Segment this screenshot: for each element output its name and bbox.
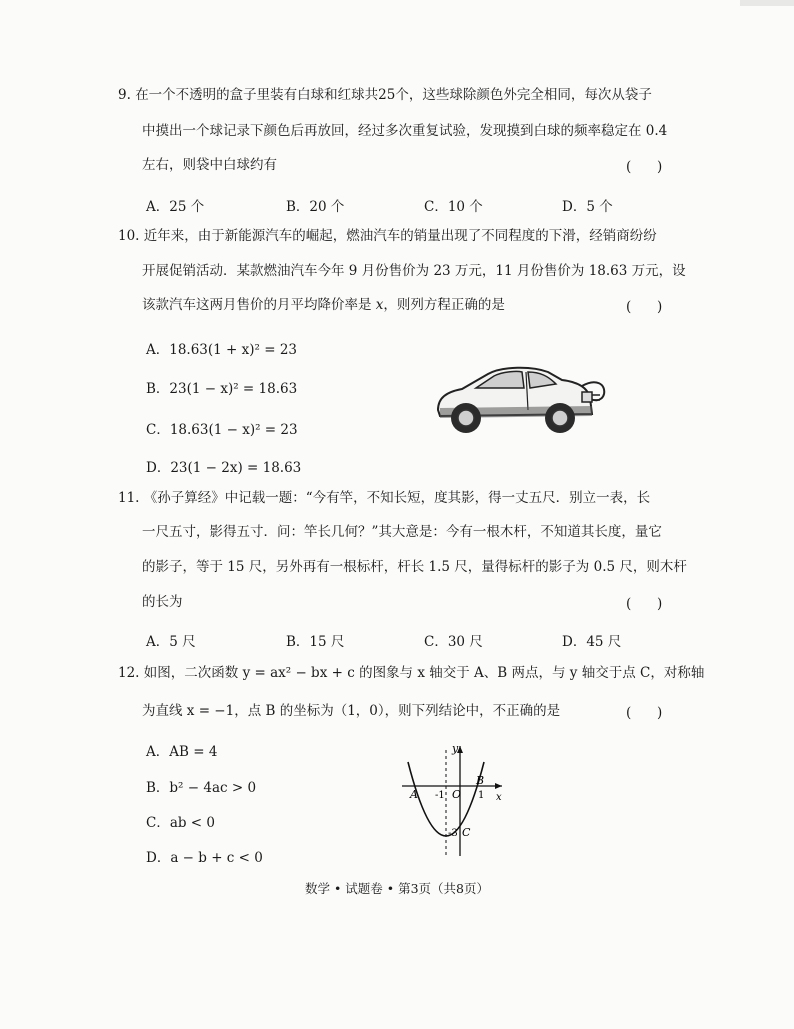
q11-option-a: A．5 尺: [146, 634, 196, 650]
q9-option-a: A．25 个: [146, 199, 205, 215]
tick-1-label: 1: [478, 790, 485, 801]
q12-answer-paren: ( ): [626, 705, 663, 721]
q11-option-d: D．45 尺: [562, 634, 622, 650]
scan-corner-mark: [740, 0, 794, 6]
car-illustration: [432, 358, 610, 440]
q11-answer-paren: ( ): [626, 596, 663, 612]
point-c-label: C: [462, 826, 471, 839]
y-axis-label: y: [452, 742, 459, 755]
q10-option-d: D．23(1 − 2x) = 18.63: [146, 460, 302, 476]
q9-answer-paren: ( ): [626, 159, 663, 175]
q10-option-c: C．18.63(1 − x)² = 23: [146, 422, 298, 438]
q9-option-d: D．5 个: [562, 199, 613, 215]
q9-option-b: B．20 个: [286, 199, 345, 215]
q11-line-4: 的长为: [142, 594, 183, 610]
q11-option-b: B．15 尺: [286, 634, 345, 650]
q11-line-3: 的影子，等于 15 尺，另外再有一根标杆，杆长 1.5 尺，量得标杆的影子为 0.5 尺，则木杆: [142, 559, 687, 575]
q12-option-c: C．ab < 0: [146, 815, 216, 831]
page-footer: 数学 • 试题卷 • 第3页（共8页）: [304, 881, 490, 896]
x-axis-label: x: [496, 792, 502, 803]
q12-option-b: B．b² − 4ac > 0: [146, 780, 257, 796]
q11-line-1: 11. 《孙子算经》中记载一题：“今有竿，不知长短，度其影，得一丈五尺．别立一表，长: [118, 490, 651, 506]
tick-neg1-label: -1: [435, 790, 445, 801]
q9-line-3: 左右，则袋中白球约有: [142, 157, 277, 173]
q10-line-2: 开展促销活动．某款燃油汽车今年 9 月份售价为 23 万元，11 月份售价为 18.63 万元，设: [142, 263, 686, 279]
q9-line-2: 中摸出一个球记录下颜色后再放回，经过多次重复试验，发现摸到白球的频率稳定在 0.4: [142, 123, 668, 139]
q10-option-a: A．18.63(1 + x)² = 23: [146, 342, 298, 358]
q12-option-a: A．AB = 4: [146, 744, 218, 760]
tick-neg3-label: -3: [448, 828, 458, 839]
q10-answer-paren: ( ): [626, 299, 663, 315]
q11-line-2: 一尺五寸，影得五寸．问：竿长几何？”其大意是：今有一根木杆，不知道其长度，量它: [142, 524, 662, 540]
q11-option-c: C．30 尺: [424, 634, 483, 650]
q9-option-c: C．10 个: [424, 199, 483, 215]
q9-line-1: 9. 在一个不透明的盒子里装有白球和红球共25个，这些球除颜色外完全相同，每次从袋子: [118, 87, 652, 103]
q12-option-d: D．a − b + c < 0: [146, 850, 263, 866]
q10-line-1: 10. 近年来，由于新能源汽车的崛起，燃油汽车的销量出现了不同程度的下滑，经销商纷纷: [118, 228, 657, 244]
parabola-graph: [398, 740, 510, 862]
q10-line-3: 该款汽车这两月售价的月平均降价率是 x，则列方程正确的是: [142, 297, 505, 313]
point-a-label: A: [410, 788, 418, 801]
q12-line-1: 12. 如图，二次函数 y = ax² − bx + c 的图象与 x 轴交于 A、B 两点，与 y 轴交于点 C，对称轴: [118, 665, 705, 681]
point-b-label: B: [476, 774, 485, 787]
q10-option-b: B．23(1 − x)² = 18.63: [146, 381, 298, 397]
origin-label: O: [452, 788, 462, 801]
q12-line-2: 为直线 x = −1，点 B 的坐标为（1，0），则下列结论中，不正确的是: [142, 703, 561, 719]
